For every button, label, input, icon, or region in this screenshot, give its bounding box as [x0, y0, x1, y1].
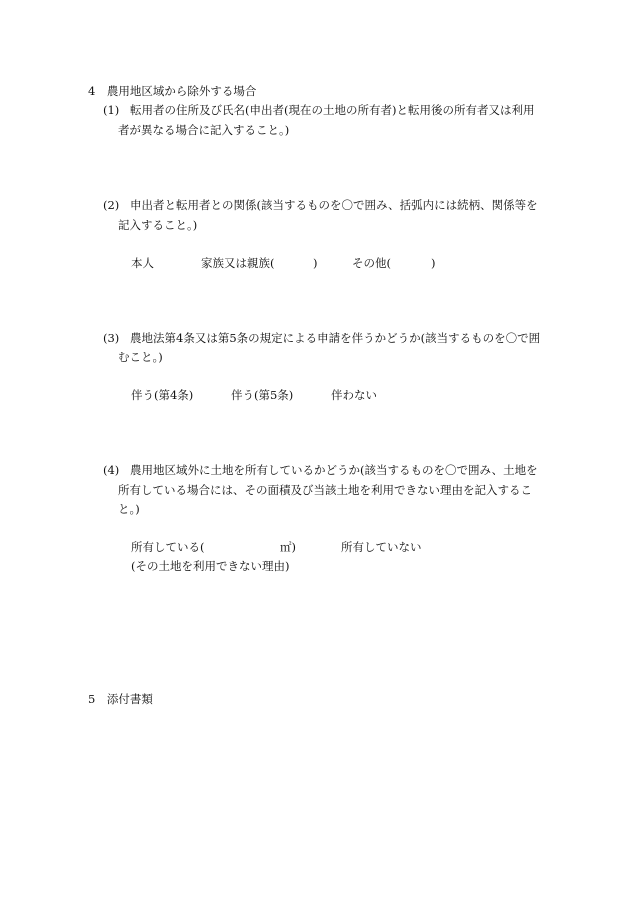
option-family-relative: 家族又は親族( [201, 256, 275, 270]
item-4-line1: 農用地区域外に土地を所有しているかどうか(該当するものを〇で囲み、土地を [130, 463, 538, 477]
option-with-article-4: 伴う(第4条) [131, 388, 194, 402]
section-5-heading: 5 添付書類 [88, 692, 153, 706]
item-3-number: (3) [103, 331, 120, 345]
option-other: その他( [352, 256, 391, 270]
item-4-line2: 所有している場合には、その面積及び当該土地を利用できない理由を記入するこ [118, 483, 532, 497]
item-4-line3: と。) [118, 502, 140, 516]
option-with-article-5: 伴う(第5条) [231, 388, 294, 402]
item-3-line2: むこと。) [118, 350, 163, 364]
option-without: 伴わない [331, 388, 377, 402]
item-2-line1: 申出者と転用者との関係(該当するものを〇で囲み、括弧内には続柄、関係等を [130, 198, 538, 212]
option-owns-land: 所有している( [131, 540, 205, 554]
option-self: 本人 [131, 256, 154, 270]
item-2-number: (2) [103, 198, 120, 212]
item-1-line1: 転用者の住所及び氏名(申出者(現在の土地の所有者)と転用後の所有者又は利用 [130, 103, 535, 117]
option-other-close-paren: ) [431, 256, 436, 270]
item-2-line2: 記入すること。) [118, 218, 198, 232]
section-4-heading: 4 農用地区域から除外する場合 [88, 84, 257, 98]
option-family-close-paren: ) [313, 256, 318, 270]
area-unit: ㎡) [280, 540, 296, 554]
item-4-number: (4) [103, 463, 120, 477]
reason-label: (その土地を利用できない理由) [131, 559, 290, 573]
option-not-owns-land: 所有していない [341, 540, 422, 554]
item-3-line1: 農地法第4条又は第5条の規定による申請を伴うかどうか(該当するものを〇で囲 [130, 331, 541, 345]
item-1-line2: 者が異なる場合に記入すること。) [118, 123, 290, 137]
item-1-number: (1) [103, 103, 120, 117]
